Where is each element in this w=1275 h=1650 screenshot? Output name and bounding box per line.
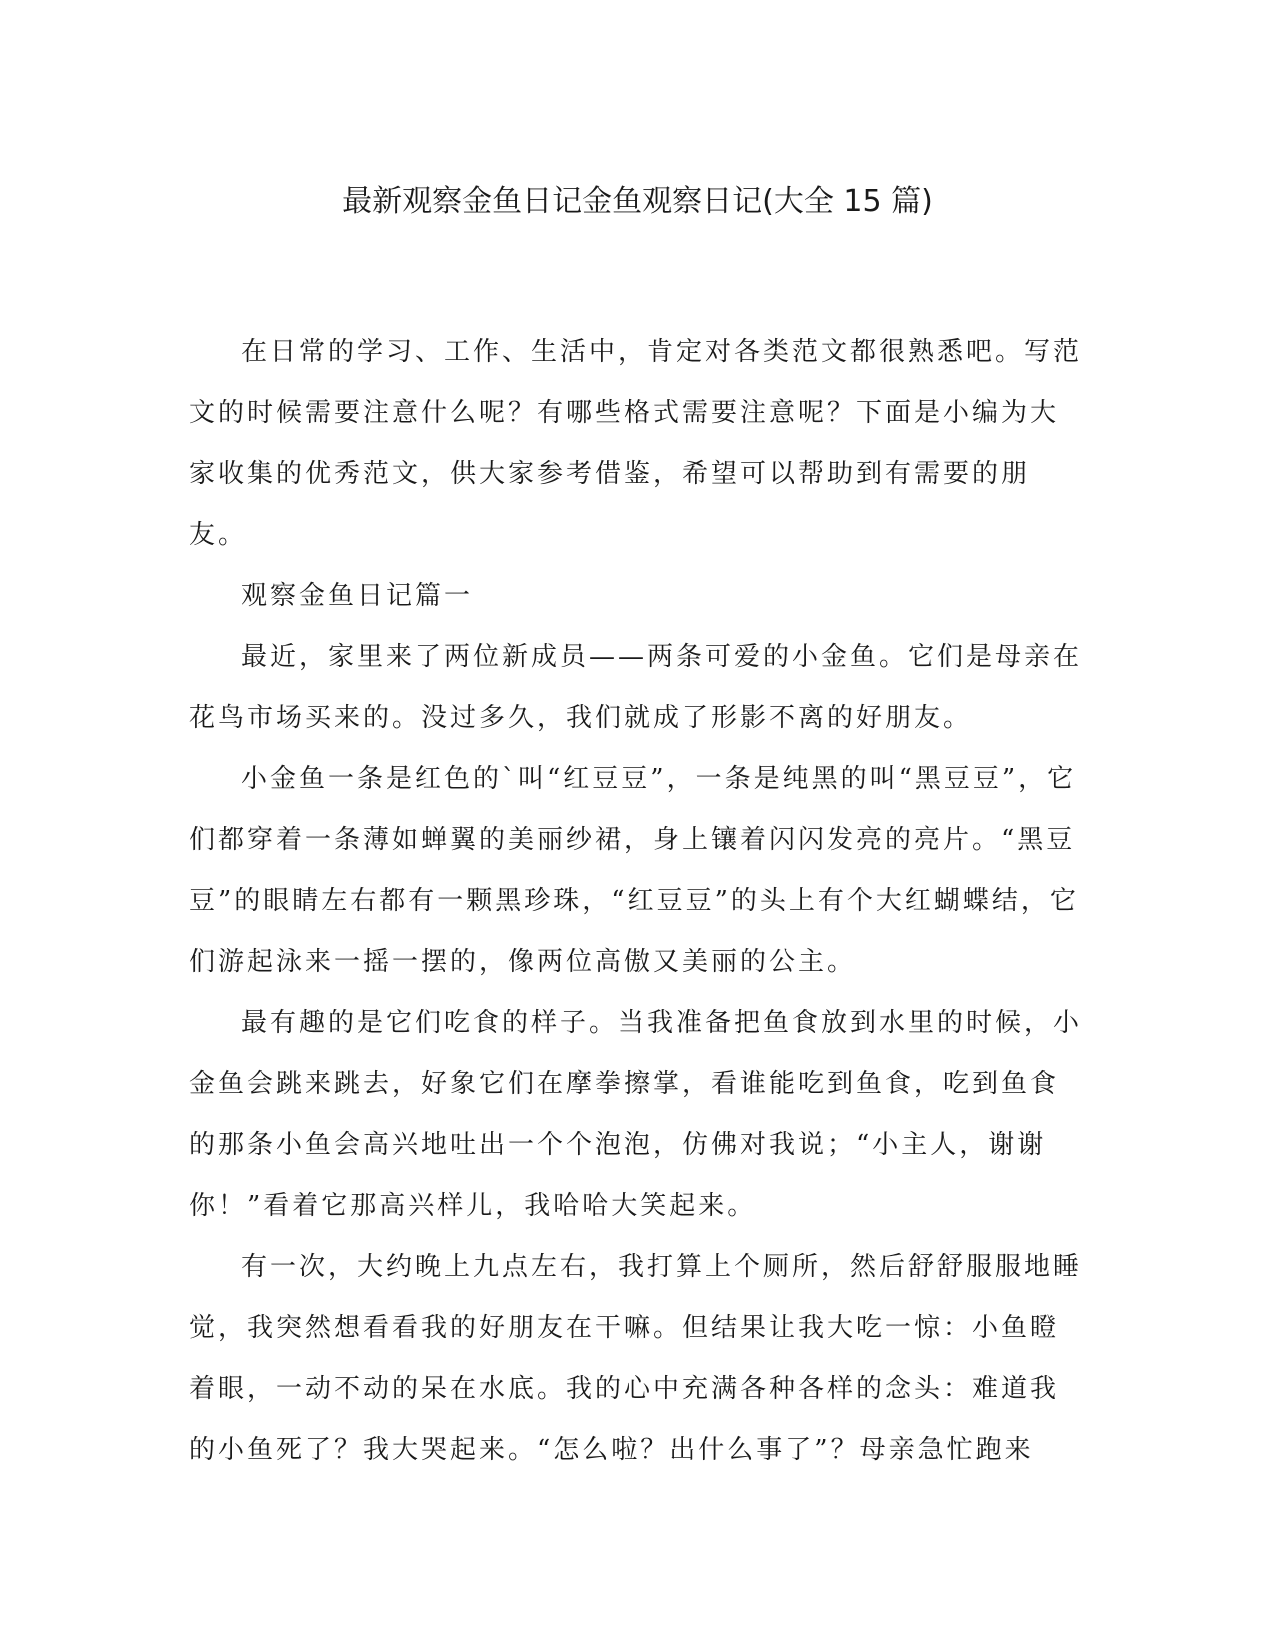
body-paragraph: 最近，家里来了两位新成员——两条可爱的小金鱼。它们是母亲在花鸟市场买来的。没过多久，我们就成了形影不离的好朋友。 xyxy=(189,642,1083,733)
body-paragraph: 最有趣的是它们吃食的样子。当我准备把鱼食放到水里的时候，小金鱼会跳来跳去，好象它们在摩拳擦掌，看谁能吃到鱼食，吃到鱼食的那条小鱼会高兴地吐出一个个泡泡，仿佛对我说；“小主人，谢谢你！”看着它那高兴样儿，我哈哈大笑起来。 xyxy=(189,1008,1083,1221)
body-paragraph: 有一次，大约晚上九点左右，我打算上个厕所，然后舒舒服服地睡觉，我突然想看看我的好朋友在干嘛。但结果让我大吃一惊：小鱼瞪着眼，一动不动的呆在水底。我的心中充满各种各样的念头：难道我的小鱼死了？我大哭起来。“怎么啦？出什么事了”？母亲急忙跑来 xyxy=(189,1252,1083,1465)
body-paragraph: 小金鱼一条是红色的`叫“红豆豆”，一条是纯黑的叫“黑豆豆”，它们都穿着一条薄如蝉翼的美丽纱裙，身上镶着闪闪发亮的亮片。“黑豆豆”的眼睛左右都有一颗黑珍珠，“红豆豆”的头上有个大红蝴蝶结，它们游起泳来一摇一摆的，像两位高傲又美丽的公主。 xyxy=(189,764,1079,977)
section-heading: 观察金鱼日记篇一 xyxy=(241,581,474,611)
intro-paragraph: 在日常的学习、工作、生活中，肯定对各类范文都很熟悉吧。写范文的时候需要注意什么呢？有哪些格式需要注意呢？下面是小编为大家收集的优秀范文，供大家参考借鉴，希望可以帮助到有需要的朋友。 xyxy=(189,337,1083,550)
document-body xyxy=(189,322,1084,1481)
document-title: 最新观察金鱼日记金鱼观察日记(大全 15 篇) xyxy=(342,184,933,219)
